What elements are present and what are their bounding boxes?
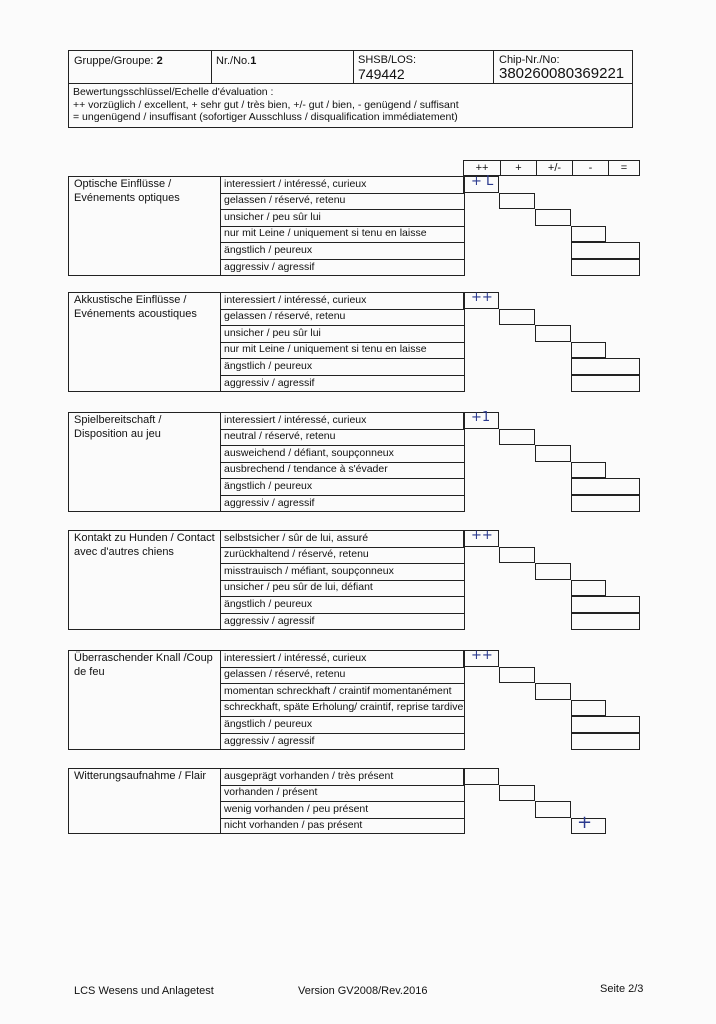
option-label: nicht vorhanden / pas présent bbox=[224, 819, 363, 832]
evaluation-key-line: = ungenügend / insuffisant (sofortiger Ausschluss / disqualification immédiatement) bbox=[73, 111, 458, 123]
option-label: interessiert / intéressé, curieux bbox=[224, 293, 367, 306]
section-title: Akkustische Einflüsse / Evénements acoustiques bbox=[74, 294, 197, 320]
option-label: unsicher / peu sûr lui bbox=[224, 210, 321, 223]
header-divider bbox=[68, 83, 633, 84]
header-col-divider bbox=[353, 50, 354, 84]
option-label: aggressiv / agressif bbox=[224, 734, 315, 747]
option-label: ängstlich / peureux bbox=[224, 359, 313, 372]
evaluation-key-line: Bewertungsschlüssel/Echelle d'évaluation : bbox=[73, 86, 274, 98]
rating-box[interactable] bbox=[535, 325, 571, 342]
option-label: gelassen / réservé, retenu bbox=[224, 194, 346, 207]
rating-box[interactable] bbox=[571, 242, 640, 259]
handwritten-mark: ++ bbox=[471, 290, 493, 305]
nr-label: Nr./No. bbox=[216, 55, 251, 67]
rating-box[interactable] bbox=[535, 801, 571, 818]
rating-col-very-good: + bbox=[501, 161, 537, 175]
rating-box[interactable] bbox=[571, 462, 606, 479]
rating-box[interactable] bbox=[571, 716, 640, 733]
option-label: aggressiv / agressif bbox=[224, 376, 315, 389]
rating-box[interactable] bbox=[499, 547, 535, 564]
rating-box[interactable] bbox=[571, 733, 640, 750]
rating-box[interactable] bbox=[535, 563, 571, 580]
group-value: 2 bbox=[156, 55, 163, 67]
option-label: ausgeprägt vorhanden / très présent bbox=[224, 769, 394, 782]
option-label: unsicher / peu sûr de lui, défiant bbox=[224, 581, 373, 594]
section-title: Optische Einflüsse / Evénements optiques bbox=[74, 178, 180, 204]
option-label: neutral / réservé, retenu bbox=[224, 430, 336, 443]
handwritten-mark: ++ bbox=[471, 648, 493, 663]
nr-field bbox=[216, 55, 256, 68]
rating-box[interactable] bbox=[571, 580, 606, 597]
option-label: ängstlich / peureux bbox=[224, 243, 313, 256]
rating-box[interactable] bbox=[499, 667, 535, 684]
option-label: ängstlich / peureux bbox=[224, 597, 313, 610]
rating-box[interactable] bbox=[571, 226, 606, 243]
option-label: misstrauisch / méfiant, soupçonneux bbox=[224, 564, 394, 577]
option-label: interessiert / intéressé, curieux bbox=[224, 177, 367, 190]
handwritten-mark: + L bbox=[471, 174, 494, 189]
option-label: ängstlich / peureux bbox=[224, 479, 313, 492]
evaluation-key-line: ++ vorzüglich / excellent, + sehr gut / très bien, +/- gut / bien, - genügend / suffisant bbox=[73, 98, 459, 111]
rating-box[interactable] bbox=[571, 342, 606, 359]
shsb-label: SHSB/LOS: bbox=[358, 54, 417, 66]
rating-box[interactable] bbox=[499, 785, 535, 802]
option-label: interessiert / intéressé, curieux bbox=[224, 413, 367, 426]
handwritten-mark: ++ bbox=[471, 528, 493, 543]
header-col-divider bbox=[493, 50, 494, 84]
section-title: Überraschender Knall /Coup de feu bbox=[74, 652, 213, 678]
option-label: nur mit Leine / uniquement si tenu en laisse bbox=[224, 227, 427, 240]
footer-left: LCS Wesens und Anlagetest bbox=[74, 985, 214, 997]
option-label: zurückhaltend / réservé, retenu bbox=[224, 548, 369, 561]
rating-box[interactable] bbox=[535, 683, 571, 700]
nr-value: 1 bbox=[250, 55, 257, 67]
handwritten-mark: +1 bbox=[471, 410, 491, 425]
handwritten-mark: + bbox=[577, 811, 593, 833]
rating-box[interactable] bbox=[571, 596, 640, 613]
group-label: Gruppe/Groupe: bbox=[74, 55, 154, 67]
option-label: gelassen / réservé, retenu bbox=[224, 310, 346, 323]
option-label: ausbrechend / tendance à s'évader bbox=[224, 463, 388, 476]
option-label: gelassen / réservé, retenu bbox=[224, 668, 346, 681]
shsb-value: 749442 bbox=[358, 66, 405, 82]
rating-box[interactable] bbox=[463, 768, 499, 785]
chip-value: 380260080369221 bbox=[499, 65, 625, 82]
rating-box[interactable] bbox=[499, 309, 535, 326]
option-label: ängstlich / peureux bbox=[224, 717, 313, 730]
section-title: Spielbereitschaft / Disposition au jeu bbox=[74, 414, 162, 440]
option-label: momentan schreckhaft / craintif momentanément bbox=[224, 684, 452, 697]
rating-box[interactable] bbox=[571, 375, 640, 392]
section-title: Witterungsaufnahme / Flair bbox=[74, 770, 207, 782]
rating-box[interactable] bbox=[535, 209, 571, 226]
rating-col-sufficient: - bbox=[573, 161, 609, 175]
rating-box[interactable] bbox=[571, 259, 640, 276]
option-label: unsicher / peu sûr lui bbox=[224, 326, 321, 339]
section-title: Kontakt zu Hunden / Contact avec d'autres chiens bbox=[74, 532, 215, 558]
rating-box[interactable] bbox=[571, 700, 606, 717]
rating-box[interactable] bbox=[571, 613, 640, 630]
option-label: wenig vorhanden / peu présent bbox=[224, 802, 369, 815]
chip-label: Chip-Nr./No: bbox=[499, 54, 560, 66]
rating-box[interactable] bbox=[571, 478, 640, 495]
footer-right: Seite 2/3 bbox=[600, 983, 644, 995]
option-label: interessiert / intéressé, curieux bbox=[224, 651, 367, 664]
option-label: selbstsicher / sûr de lui, assuré bbox=[224, 531, 369, 544]
rating-box[interactable] bbox=[571, 358, 640, 375]
group-field bbox=[74, 55, 163, 68]
rating-col-excellent: ++ bbox=[464, 161, 501, 175]
rating-col-insufficient: = bbox=[620, 162, 628, 174]
evaluation-key bbox=[73, 86, 459, 124]
footer-center: Version GV2008/Rev.2016 bbox=[298, 985, 428, 997]
rating-box[interactable] bbox=[571, 495, 640, 512]
rating-box[interactable] bbox=[499, 429, 535, 446]
rating-box[interactable] bbox=[499, 193, 535, 210]
option-label: schreckhaft, späte Erholung/ craintif, reprise tardive bbox=[224, 701, 464, 714]
option-label: aggressiv / agressif bbox=[224, 496, 315, 509]
option-label: ausweichend / défiant, soupçonneux bbox=[224, 446, 394, 459]
option-label: aggressiv / agressif bbox=[224, 614, 315, 627]
rating-box[interactable] bbox=[535, 445, 571, 462]
option-label: nur mit Leine / uniquement si tenu en laisse bbox=[224, 343, 427, 356]
option-label: vorhanden / présent bbox=[224, 786, 318, 799]
rating-col-good: +/- bbox=[537, 161, 573, 175]
option-label: aggressiv / agressif bbox=[224, 260, 315, 273]
header-col-divider bbox=[211, 50, 212, 84]
